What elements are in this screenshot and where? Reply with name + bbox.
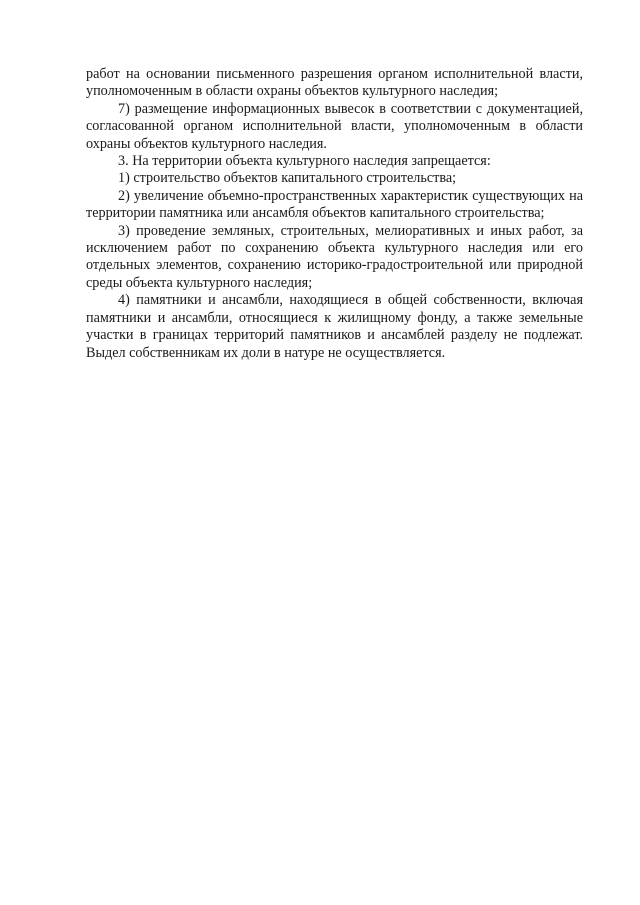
paragraph-section-3: 3. На территории объекта культурного наследия запрещается: xyxy=(118,153,491,170)
paragraph-item-4: 4) памятники и ансамбли, находящиеся в общей собственности, включая памятники и ансамбли, относящиеся к жилищному фонду, а также земельные участки в границах территорий памятников и ансамблей разделу не подлежат. Выдел собственникам их доли в натуре не осуществляется. xyxy=(86,292,583,361)
paragraph-item-1: 1) строительство объектов капитального строительства; xyxy=(118,170,457,187)
paragraph-item-7: 7) размещение информационных вывесок в соответствии с документацией, согласованной органом исполнительной власти, уполномоченным в области охраны объектов культурного наследия. xyxy=(86,100,583,152)
paragraph-item-2: 2) увеличение объемно-пространственных характеристик существующих на территории памятника или ансамбля объектов капитального строительства; xyxy=(86,187,583,222)
paragraph-item-3: 3) проведение земляных, строительных, мелиоративных и иных работ, за исключением работ по сохранению объекта культурного наследия или его отдельных элементов, сохранению историко-градостроительной или природной среды объекта культурного наследия; xyxy=(86,222,583,291)
paragraph-continuation: работ на основании письменного разрешения органом исполнительной власти, уполномоченным в области охраны объектов культурного наследия; xyxy=(86,66,583,100)
document-body xyxy=(86,66,583,362)
